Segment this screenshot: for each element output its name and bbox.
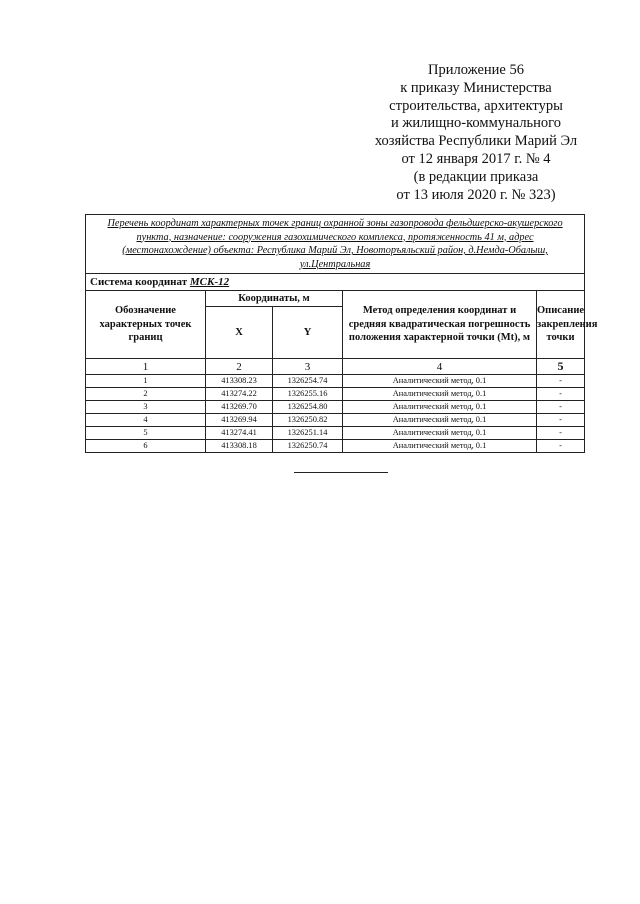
table-row <box>86 414 585 427</box>
method-value: Аналитический метод, 0.1 <box>343 375 537 388</box>
y-value: 1326254.80 <box>273 401 343 414</box>
table-row <box>86 401 585 414</box>
x-value: 413308.18 <box>206 440 273 453</box>
column-number: 3 <box>273 359 343 375</box>
y-value: 1326250.82 <box>273 414 343 427</box>
method-value: Аналитический метод, 0.1 <box>343 427 537 440</box>
coordinate-system-row <box>86 274 585 291</box>
header-line: (в редакции приказа <box>413 168 539 185</box>
column-number: 1 <box>86 359 206 375</box>
header-line: хозяйства Республики Марий Эл <box>374 133 578 150</box>
header-line: и жилищно-коммунального <box>390 115 562 132</box>
table-row <box>86 440 585 453</box>
column-number: 2 <box>206 359 273 375</box>
description-value: - <box>537 427 585 440</box>
x-value: 413269.70 <box>206 401 273 414</box>
method-value: Аналитический метод, 0.1 <box>343 440 537 453</box>
table-row <box>86 375 585 388</box>
description-value: - <box>537 440 585 453</box>
header-designation: Обозначение характерных точек границ <box>86 291 206 359</box>
point-number: 2 <box>86 388 206 401</box>
document-header <box>360 62 592 204</box>
x-value: 413269.94 <box>206 414 273 427</box>
point-number: 3 <box>86 401 206 414</box>
column-number: 4 <box>343 359 537 375</box>
x-value: 413274.22 <box>206 388 273 401</box>
point-number: 1 <box>86 375 206 388</box>
header-line: от 12 января 2017 г. № 4 <box>401 150 551 167</box>
header-coordinates: Координаты, м <box>206 291 343 307</box>
table-caption: Перечень координат характерных точек границ охранной зоны газопровода фельдшерско-акушерского пункта, назначение: сооружения газохимического комплекса, протяженность 41 м, адрес (местонахождение) объекта: Республика Марий Эл, Новоторъяльский район, д.Немда-Обалыш, ул.Центральная <box>86 215 585 274</box>
header-y: Y <box>273 307 343 359</box>
point-number: 6 <box>86 440 206 453</box>
description-value: - <box>537 388 585 401</box>
header-line: от 13 июля 2020 г. № 323) <box>396 186 556 203</box>
header-method: Метод определения координат и средняя квадратическая погрешность положения характерной точки (Mt), м <box>343 291 537 359</box>
coordinate-system-value: МСК-12 <box>189 276 230 288</box>
header-line: к приказу Министерства <box>400 79 552 96</box>
y-value: 1326251.14 <box>273 427 343 440</box>
method-value: Аналитический метод, 0.1 <box>343 388 537 401</box>
coordinates-table <box>85 214 598 453</box>
method-value: Аналитический метод, 0.1 <box>343 414 537 427</box>
coordinate-system-label: Система координат <box>90 276 188 288</box>
method-value: Аналитический метод, 0.1 <box>343 401 537 414</box>
y-value: 1326255.16 <box>273 388 343 401</box>
header-description: Описание закрепления точки <box>537 291 585 359</box>
description-value: - <box>537 375 585 388</box>
header-line: Приложение 56 <box>428 62 524 78</box>
header-line: строительства, архитектуры <box>389 97 563 114</box>
y-value: 1326250.74 <box>273 440 343 453</box>
table-row <box>86 427 585 440</box>
description-value: - <box>537 414 585 427</box>
header-x: X <box>206 307 273 359</box>
closing-divider-line <box>294 472 388 473</box>
x-value: 413274.41 <box>206 427 273 440</box>
column-number: 5 <box>537 359 585 375</box>
y-value: 1326254.74 <box>273 375 343 388</box>
point-number: 5 <box>86 427 206 440</box>
x-value: 413308.23 <box>206 375 273 388</box>
description-value: - <box>537 401 585 414</box>
point-number: 4 <box>86 414 206 427</box>
table-row <box>86 388 585 401</box>
